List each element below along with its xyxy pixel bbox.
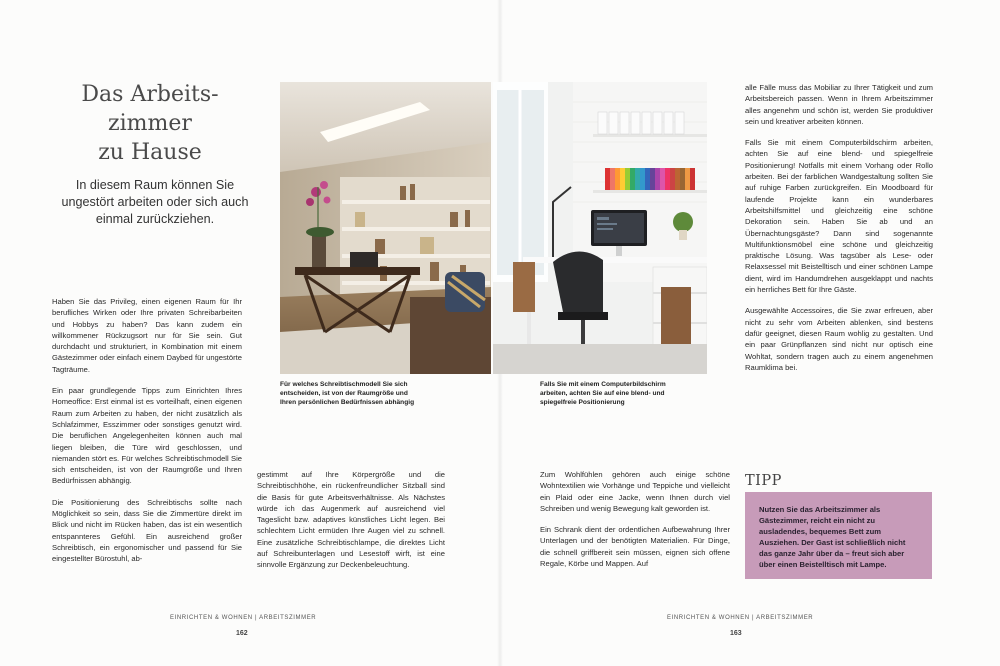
page-number-left: 162: [236, 630, 248, 637]
article-subtitle: In diesem Raum können Sie ungestört arbeiten oder sich auch einmal zurückziehen.: [61, 178, 249, 226]
footer-section-left: EINRICHTEN & WOHNEN | ARBEITSZIMMER: [170, 615, 317, 621]
paragraph: gestimmt auf Ihre Körpergröße und die Schreibtischhöhe, ein rückenfreundlicher Sitzball sind die Basis für gute Arbeitsverhältnisse. Als Nächstes würde ich das Augenmerk auf ausreichend viel Tageslicht bzw. adaptives künstliches Licht legen. Bei schlechtem Licht ermüden Ihre Augen viel zu schnell. Eine zusätzliche Schreibtischlampe, die direktes Licht auf Schreibunterlagen und Lesestoff wirft, ist eine sinnvolle Ergänzung zur Deckenbeleuchtung.: [257, 470, 445, 570]
paragraph: Falls Sie mit einem Computerbildschirm arbeiten, achten Sie auf eine blend- und spiegelfreie Positionierung! Notfalls mit einem Vorhang oder Rollo arbeiten. Bei der farblichen Wandgestaltung sollten Sie auf ruhige Farben zurückgreifen. Ein Moodboard für laufende Projekte kann ein wunderbares Arbeitshilfsmittel und gleichzeitig eine schöne Dekoration sein. Haben Sie ab und an Übernachtungsgäste? Dann sind sogenannte Multifunktionsmöbel eine schöne und gleichzeitig praktische Lösung. Was tagsüber als Lese- oder Relaxsessel mit Beistelltisch und einer schönen Lampe dient, wird im Handumdrehen ausgeklappt und nachts ein herrliches Bett für Ihre Gäste.: [745, 138, 933, 295]
photo-caption-right: Falls Sie mit einem Computerbildschirm arbeiten, achten Sie auf eine blend- und spiegelfreie Positionierung: [540, 381, 666, 407]
title-line-3: zu Hause: [98, 140, 202, 165]
paragraph: Ein Schrank dient der ordentlichen Aufbewahrung Ihrer Unterlagen und der benötigten Materialien. Für Dinge, die schnell griffbereit sein müssen, eignen sich offene Regale, Körbe und Mappen. Auf: [540, 525, 730, 569]
paragraph: Ausgewählte Accessoires, die Sie zwar erfreuen, aber nicht zu sehr vom Arbeiten ablenken, sind bestens dafür geeignet, diesen Raum wohlig zu gestalten. Und ein paar Grünpflanzen sind nicht nur optisch eine Wohltat, sondern tragen auch zu einem angenehmen Raumklima bei.: [745, 306, 933, 372]
page-number-right: 163: [730, 630, 742, 637]
title-line-2: zimmer: [108, 111, 192, 136]
article-title: [55, 80, 245, 167]
tipp-heading: TIPP: [745, 473, 782, 489]
paragraph: alle Fälle muss das Mobiliar zu Ihrer Tätigkeit und zum Arbeitsbereich passen. Wenn in Ihrem Arbeitszimmer alles angenehm und schön ist, werden Sie produktiver sein und kreativer arbeiten können.: [745, 83, 933, 126]
footer-section-right: EINRICHTEN & WOHNEN | ARBEITSZIMMER: [667, 615, 814, 621]
right-body-column-bottom: [540, 469, 730, 579]
tipp-box: Nutzen Sie das Arbeitszimmer als Gästezimmer, reicht ein nicht zu ausladendes, bequemes Bett zum Ausziehen. Der Gast ist schließlich nicht das ganze Jahr über da – freut sich aber über einen Beistelltisch mit Lampe.: [745, 492, 932, 579]
paragraph: Die Positionierung des Schreibtischs sollte nach Möglichkeit so sein, dass Sie die Zimmertüre direkt im Blick und nicht im Rücken haben, das ist ein wesentlich entspannteres Gefühl. Ein ausreichend großer Schreibtisch, ein ergonomischer und passend für Sie eingestellter Bürostuhl, ab-: [52, 497, 242, 564]
paragraph: Haben Sie das Privileg, einen eigenen Raum für Ihr berufliches Wirken oder Ihre privaten Schreibarbeiten und Hobbys zu haben? Das kann zudem ein willkommener Rückzugsort nur für Sie sein. Gut durchdacht und strukturiert, in Kombination mit einem Gästezimmer oder einfach einem Daybed für ungestörte Tagträume.: [52, 297, 242, 374]
office-photo-right: [493, 82, 707, 374]
paragraph: Ein paar grundlegende Tipps zum Einrichten Ihres Homeoffice: Erst einmal ist es vorteilhaft, einen eigenen Raum zum Arbeiten zu haben, der nicht zusätzlich als Schlafzimmer, Esszimmer oder sonstiges genutzt wird. Die beruflichen Angelegenheiten können auch mal liegen bleiben, die Türe wird geschlossen, und niemanden stört es. Für welches Schreibtischmodell Sie sich entscheiden, ist von der Raumgröße und Ihren Bedürfnissen abhängig.: [52, 386, 242, 486]
left-body-column-2: [257, 469, 445, 581]
title-line-1: Das Arbeits-: [81, 82, 219, 107]
left-body-column-1: [52, 296, 242, 575]
right-body-column-top: [745, 82, 933, 383]
paragraph: Zum Wohlfühlen gehören auch einige schöne Wohntextilien wie Vorhänge und Teppiche und vielleicht ein Plaid oder eine Jacke, wenn Ihnen durch viel Schreiben und wenig Bewegung kalt geworden ist.: [540, 470, 730, 513]
office-photo-left: [280, 82, 491, 374]
photo-caption-left: Für welches Schreibtischmodell Sie sich entscheiden, ist von der Raumgröße und Ihren persönlichen Bedürfnissen abhängig: [280, 381, 415, 407]
